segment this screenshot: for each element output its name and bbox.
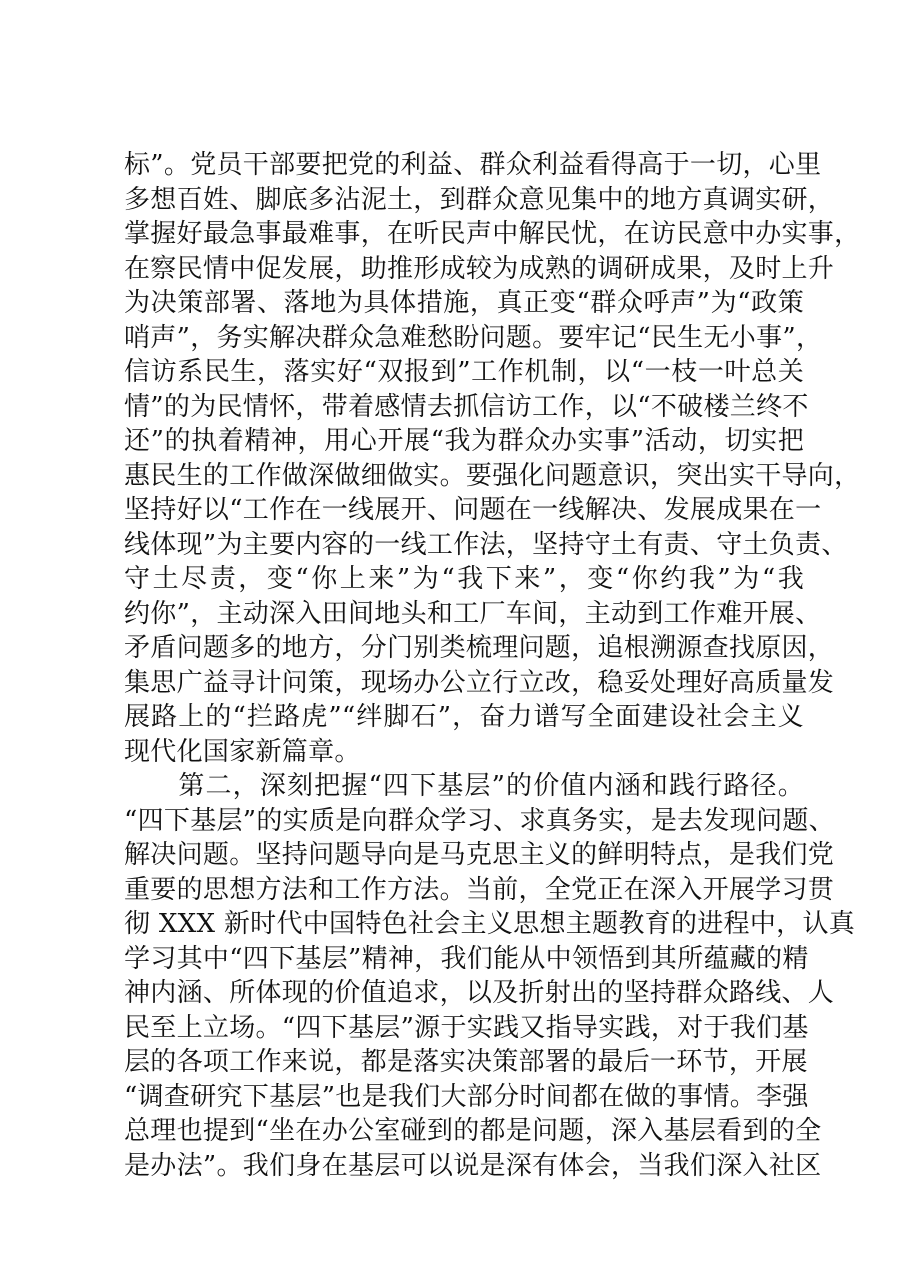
text-line: 情”的为民情怀，带着感情去抓信访工作，以“不破楼兰终不 bbox=[124, 391, 809, 422]
text-line: 解决问题。坚持问题导向是马克思主义的鲜明特点，是我们党 bbox=[124, 840, 835, 870]
text-line: 标”。党员干部要把党的利益、群众利益看得高于一切，心里 bbox=[124, 150, 822, 180]
text-line: 现代化国家新篇章。 bbox=[124, 736, 361, 767]
text-line: 守土尽责，变“你上来”为“我下来”，变“你约我”为“我 bbox=[124, 564, 804, 594]
text-line: 总理也提到“坐在办公室碰到的都是问题，深入基层看到的全 bbox=[124, 1116, 822, 1146]
text-line: 学习其中“四下基层”精神，我们能从中领悟到其所蕴藏的精 bbox=[124, 943, 809, 974]
document-body bbox=[124, 148, 861, 1183]
text-line: 在察民情中促发展，助推形成较为成熟的调研成果，及时上升 bbox=[124, 253, 835, 284]
text-line: 惠民生的工作做深做细做实。要强化问题意识，突出实干导向， bbox=[124, 460, 861, 491]
text-line: 第二，深刻把握“四下基层”的价值内涵和践行路径。 bbox=[124, 771, 804, 801]
text-line: 神内涵、所体现的价值追求，以及折射出的坚持群众路线、人 bbox=[124, 978, 835, 1008]
text-line: 掌握好最急事最难事，在听民声中解民忧，在访民意中办实事， bbox=[124, 219, 861, 249]
text-line: 哨声”，务实解决群众急难愁盼问题。要牢记“民生无小事”， bbox=[124, 322, 823, 353]
text-line: 是办法”。我们身在基层可以说是深有体会，当我们深入社区 bbox=[124, 1150, 822, 1181]
text-line: 为决策部署、落地为具体措施，真正变“群众呼声”为“政策 bbox=[124, 288, 804, 318]
text-line: 线体现”为主要内容的一线工作法，坚持守土有责、守土负责、 bbox=[124, 529, 848, 560]
text-line: 重要的思想方法和工作方法。当前，全党正在深入开展学习贯 bbox=[124, 874, 835, 905]
text-line: 层的各项工作来说，都是落实决策部署的最后一环节，开展 bbox=[124, 1047, 808, 1077]
text-line: “调查研究下基层”也是我们大部分时间都在做的事情。李强 bbox=[124, 1081, 809, 1112]
text-line: 坚持好以“工作在一线展开、问题在一线解决、发展成果在一 bbox=[124, 495, 822, 525]
text-line: 矛盾问题多的地方，分门别类梳理问题，追根溯源查找原因， bbox=[124, 633, 835, 663]
text-line: “四下基层”的实质是向群众学习、求真务实，是去发现问题、 bbox=[124, 805, 835, 836]
text-line: 多想百姓、脚底多沾泥土，到群众意见集中的地方真调实研， bbox=[124, 184, 835, 215]
text-line: 信访系民生，落实好“双报到”工作机制，以“一枝一叶总关 bbox=[124, 357, 804, 387]
text-line: 展路上的“拦路虎”“绊脚石”，奋力谱写全面建设社会主义 bbox=[124, 702, 804, 732]
text-line: 集思广益寻计问策，现场办公立行立改，稳妥处理好高质量发 bbox=[124, 667, 835, 698]
text-line: 彻 XXX 新时代中国特色社会主义思想主题教育的进程中，认真 bbox=[124, 909, 856, 939]
text-line: 还”的执着精神，用心开展“我为群众办实事”活动，切实把 bbox=[124, 426, 804, 456]
text-line: 民至上立场。“四下基层”源于实践又指导实践，对于我们基 bbox=[124, 1012, 809, 1043]
text-line: 约你”，主动深入田间地头和工厂车间，主动到工作难开展、 bbox=[124, 598, 822, 629]
